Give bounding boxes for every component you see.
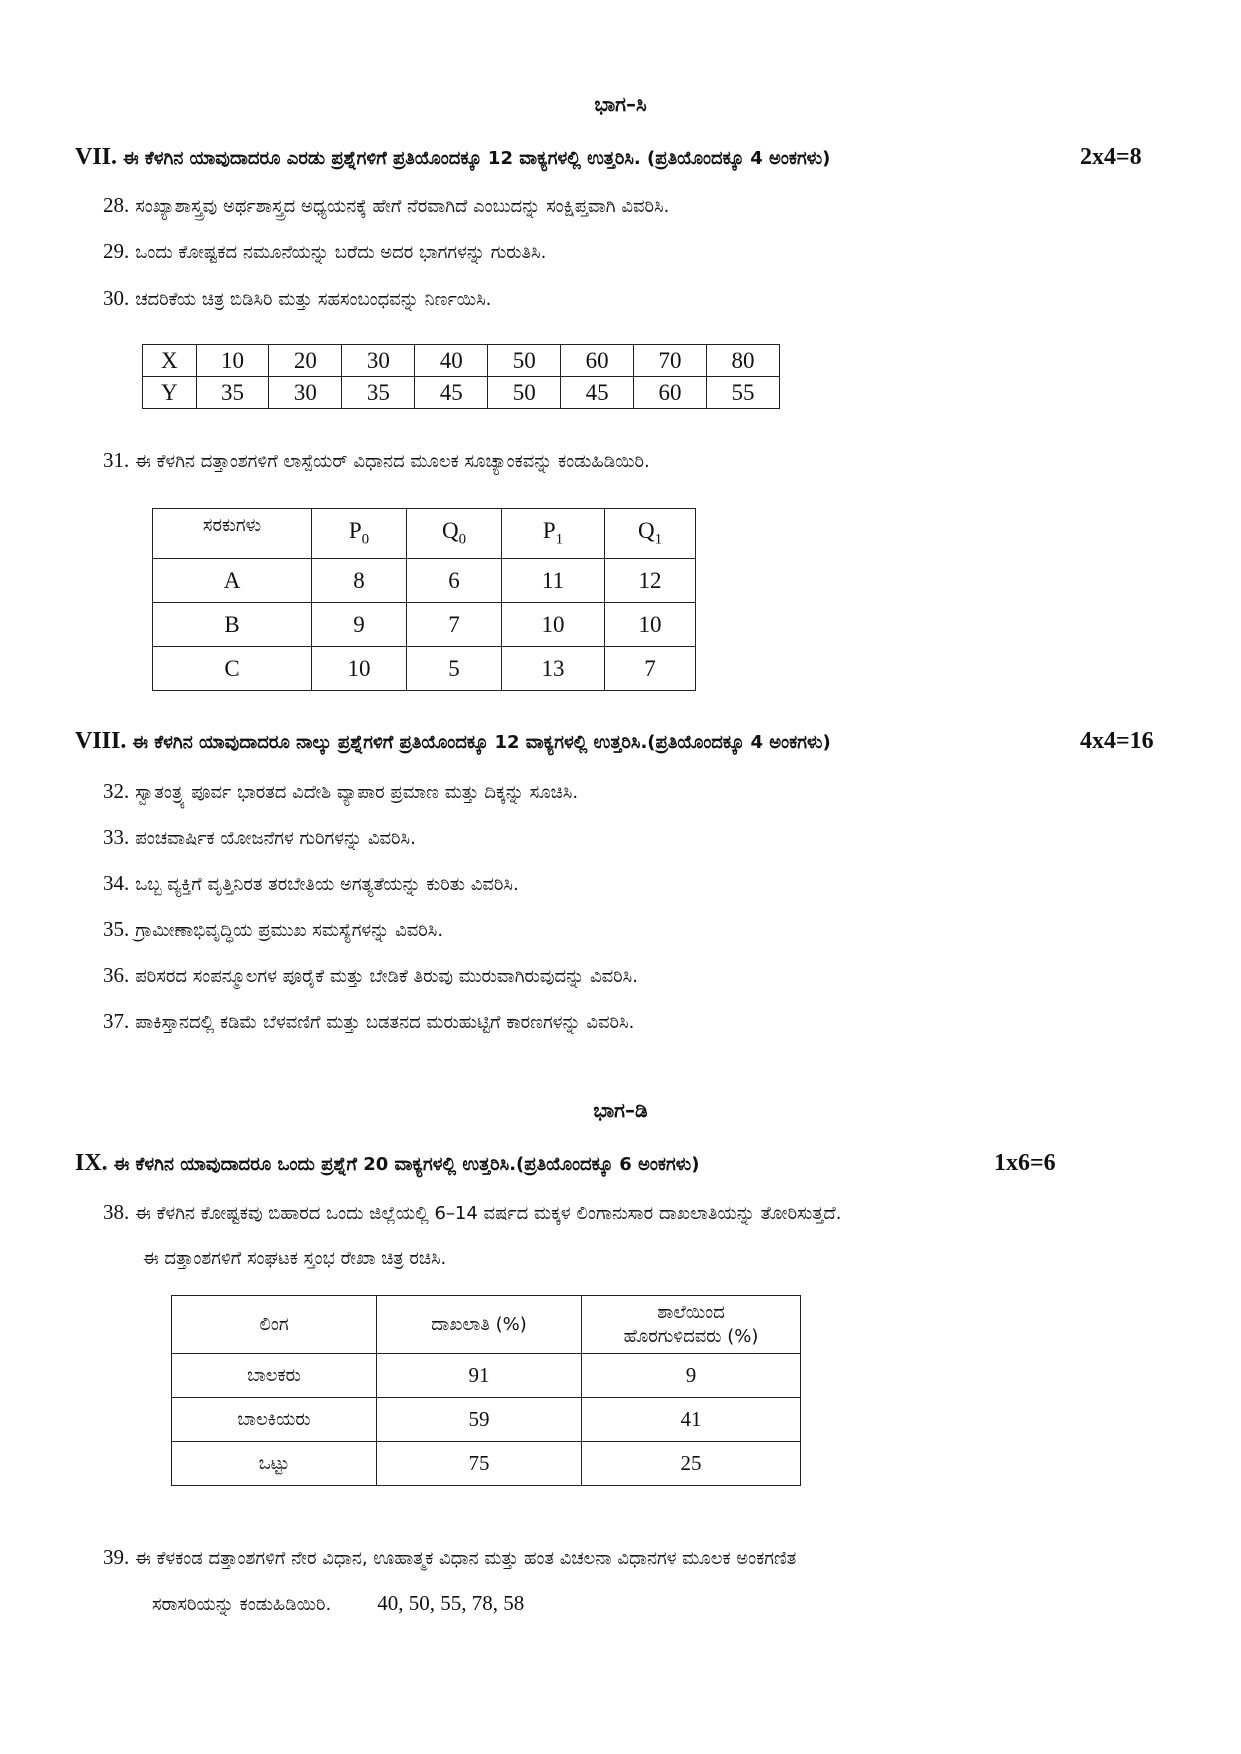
table-cell: 30 (269, 377, 342, 409)
section-number: IX. (75, 1150, 108, 1176)
question-number: 33. (103, 825, 130, 849)
table-header-row (153, 509, 696, 559)
marks-value: 4x4=16 (1080, 728, 1154, 754)
index-number-table (152, 508, 696, 691)
table-row (153, 647, 696, 691)
question-text: ಚದರಿಕೆಯ ಚಿತ್ರ ಬಿಡಿಸಿರಿ ಮತ್ತು ಸಹಸಂಬಂಧವನ್ನು ನಿರ್ಣಯಿಸಿ. (135, 289, 492, 310)
section-text: ಈ ಕೆಳಗಿನ ಯಾವುದಾದರೂ ಒಂದು ಪ್ರಶ್ನೆಗೆ 20 ವಾಕ್ಯಗಳಲ್ಲಿ ಉತ್ತರಿಸಿ.(ಪ್ರತಿಯೊಂದಕ್ಕೂ 6 ಅಂಕಗಳು) (113, 1154, 700, 1175)
question-text: ಒಂದು ಕೋಷ್ಟಕದ ನಮೂನೆಯನ್ನು ಬರೆದು ಅದರ ಭಾಗಗಳನ್ನು ಗುರುತಿಸಿ. (135, 242, 547, 263)
data-values: 40, 50, 55, 78, 58 (377, 1591, 525, 1615)
table-header-cell: ದಾಖಲಾತಿ (%) (377, 1296, 582, 1354)
table-cell: ಒಟ್ಟು (172, 1442, 377, 1486)
question-38 (103, 1200, 842, 1225)
question-text: ಸಂಖ್ಯಾಶಾಸ್ತ್ರವು ಅರ್ಥಶಾಸ್ತ್ರದ ಅಧ್ಯಯನಕ್ಕೆ ಹೇಗೆ ನೆರವಾಗಿದೆ ಎಂಬುದನ್ನು ಸಂಕ್ಷಿಪ್ತವಾಗಿ ವಿವರಿಸಿ. (135, 196, 670, 217)
question-number: 30. (103, 286, 130, 310)
table-cell: 60 (634, 377, 707, 409)
section-vii-instruction (75, 144, 830, 171)
question-number: 38. (103, 1200, 130, 1224)
question-number: 34. (103, 871, 130, 895)
table-cell: 7 (605, 647, 696, 691)
question-text: ಪರಿಸರದ ಸಂಪನ್ಮೂಲಗಳ ಪೂರೈಕೆ ಮತ್ತು ಬೇಡಿಕೆ ತಿರುವು ಮುರುವಾಗಿರುವುದನ್ನು ವಿವರಿಸಿ. (135, 966, 638, 987)
section-vii-marks (1080, 144, 1148, 171)
enrolment-table (171, 1295, 801, 1486)
question-31 (103, 448, 650, 473)
question-35 (103, 917, 443, 942)
marks-value: 1x6=6 (994, 1150, 1056, 1176)
table-cell: 45 (561, 377, 634, 409)
table-cell: 35 (196, 377, 269, 409)
question-number: 36. (103, 963, 130, 987)
table-row (153, 603, 696, 647)
table-cell: 70 (634, 345, 707, 377)
table-cell: 11 (502, 559, 605, 603)
question-37 (103, 1009, 634, 1034)
question-text: ಪಾಕಿಸ್ತಾನದಲ್ಲಿ ಕಡಿಮೆ ಬೆಳವಣಿಗೆ ಮತ್ತು ಬಡತನದ ಮರುಹುಟ್ಟಿಗೆ ಕಾರಣಗಳನ್ನು ವಿವರಿಸಿ. (135, 1012, 635, 1033)
table-header-cell: $P_0$ (312, 509, 407, 559)
section-ix-instruction (75, 1150, 699, 1177)
table-cell: 75 (377, 1442, 582, 1486)
question-number: 39. (103, 1545, 130, 1569)
table-cell: 12 (605, 559, 696, 603)
section-text: ಈ ಕೆಳಗಿನ ಯಾವುದಾದರೂ ನಾಲ್ಕು ಪ್ರಶ್ನೆಗಳಿಗೆ ಪ್ರತಿಯೊಂದಕ್ಕೂ 12 ವಾಕ್ಯಗಳಲ್ಲಿ ಉತ್ತರಿಸಿ.(ಪ್ರತಿಯೊಂದಕ್ಕೂ 4 ಅಂಕಗಳು) (132, 732, 831, 753)
question-number: 28. (103, 193, 130, 217)
question-30 (103, 286, 491, 311)
section-text: ಈ ಕೆಳಗಿನ ಯಾವುದಾದರೂ ಎರಡು ಪ್ರಶ್ನೆಗಳಿಗೆ ಪ್ರತಿಯೊಂದಕ್ಕೂ 12 ವಾಕ್ಯಗಳಲ್ಲಿ ಉತ್ತರಿಸಿ. (ಪ್ರತಿಯೊಂದಕ್ಕೂ 4 ಅಂಕಗಳು) (123, 148, 831, 169)
table-header-cell: $P_1$ (502, 509, 605, 559)
table-row (172, 1398, 801, 1442)
question-33 (103, 825, 416, 850)
table-cell: ಬಾಲಕರು (172, 1354, 377, 1398)
table-row (172, 1442, 801, 1486)
table-cell: 10 (312, 647, 407, 691)
question-39-continued (152, 1591, 524, 1616)
table-header-cell: ಶಾಲೆಯಿಂದ ಹೊರಗುಳಿದವರು (%) (582, 1296, 801, 1354)
question-number: 29. (103, 239, 130, 263)
section-number: VII. (75, 144, 118, 170)
section-number: VIII. (75, 728, 127, 754)
table-cell: 45 (415, 377, 488, 409)
table-cell: 35 (342, 377, 415, 409)
table-cell: 8 (312, 559, 407, 603)
section-viii-marks (1080, 728, 1160, 755)
table-cell: X (143, 345, 197, 377)
question-text: ಈ ಕೆಳಕಂಡ ದತ್ತಾಂಶಗಳಿಗೆ ನೇರ ವಿಧಾನ, ಊಹಾತ್ಮಕ ವಿಧಾನ ಮತ್ತು ಹಂತ ವಿಚಲನಾ ವಿಧಾನಗಳ ಮೂಲಕ ಅಂಕಗಣಿತ (135, 1548, 797, 1569)
marks-value: 2x4=8 (1080, 144, 1142, 170)
section-ix-marks (994, 1150, 1062, 1177)
table-cell: 30 (342, 345, 415, 377)
question-38-continued: ಈ ದತ್ತಾಂಶಗಳಿಗೆ ಸಂಘಟಕ ಸ್ತಂಭ ರೇಖಾ ಚಿತ್ರ ರಚಿಸಿ. (143, 1248, 447, 1269)
question-number: 37. (103, 1009, 130, 1033)
table-cell: 91 (377, 1354, 582, 1398)
table-cell: 9 (312, 603, 407, 647)
table-row-x (143, 345, 780, 377)
table-row (153, 559, 696, 603)
table-cell: A (153, 559, 312, 603)
question-text: ಗ್ರಾಮೀಣಾಭಿವೃದ್ಧಿಯ ಪ್ರಮುಖ ಸಮಸ್ಯೆಗಳನ್ನು ವಿವರಿಸಿ. (135, 920, 444, 941)
table-cell: 6 (407, 559, 502, 603)
question-text: ಈ ಕೆಳಗಿನ ದತ್ತಾಂಶಗಳಿಗೆ ಲಾಸ್ಪೆಯರ್ ವಿಧಾನದ ಮೂಲಕ ಸೂಚ್ಯಾಂಕವನ್ನು ಕಂಡುಹಿಡಿಯಿರಿ. (135, 451, 650, 472)
table-cell: 80 (707, 345, 780, 377)
question-32 (103, 779, 578, 804)
table-header-row (172, 1296, 801, 1354)
table-cell: 13 (502, 647, 605, 691)
table-cell: C (153, 647, 312, 691)
question-text: ಒಬ್ಬ ವ್ಯಕ್ತಿಗೆ ವೃತ್ತಿನಿರತ ತರಬೇತಿಯ ಅಗತ್ಯತೆಯನ್ನು ಕುರಿತು ವಿವರಿಸಿ. (135, 874, 519, 895)
table-cell: 40 (415, 345, 488, 377)
question-text: ಪಂಚವಾರ್ಷಿಕ ಯೋಜನೆಗಳ ಗುರಿಗಳನ್ನು ವಿವರಿಸಿ. (135, 828, 416, 849)
question-28 (103, 193, 669, 218)
question-36 (103, 963, 638, 988)
table-cell: ಬಾಲಕಿಯರು (172, 1398, 377, 1442)
question-34 (103, 871, 519, 896)
table-cell: 10 (196, 345, 269, 377)
table-cell: 20 (269, 345, 342, 377)
table-cell: 50 (488, 377, 561, 409)
table-cell: 55 (707, 377, 780, 409)
table-row-y (143, 377, 780, 409)
table-cell: 10 (605, 603, 696, 647)
scatter-data-table (142, 344, 780, 409)
table-cell: 59 (377, 1398, 582, 1442)
question-number: 35. (103, 917, 130, 941)
table-header-cell: ಸರಕುಗಳು (153, 509, 312, 559)
table-cell: B (153, 603, 312, 647)
table-header-cell: $Q_1$ (605, 509, 696, 559)
question-29 (103, 239, 546, 264)
question-text: ಸ್ವಾತಂತ್ರ್ಯ ಪೂರ್ವ ಭಾರತದ ವಿದೇಶಿ ವ್ಯಾಪಾರ ಪ್ರಮಾಣ ಮತ್ತು ದಿಕ್ಕನ್ನು ಸೂಚಿಸಿ. (135, 782, 579, 803)
table-header-cell: ಲಿಂಗ (172, 1296, 377, 1354)
table-header-cell: $Q_0$ (407, 509, 502, 559)
part-c-heading: ಭಾಗ–ಸಿ (594, 92, 647, 116)
table-row (172, 1354, 801, 1398)
table-cell: 5 (407, 647, 502, 691)
section-viii-instruction (75, 728, 831, 755)
question-text: ಸರಾಸರಿಯನ್ನು ಕಂಡುಹಿಡಿಯಿರಿ. (152, 1594, 332, 1615)
table-cell: 60 (561, 345, 634, 377)
table-cell: 10 (502, 603, 605, 647)
question-number: 32. (103, 779, 130, 803)
question-number: 31. (103, 448, 130, 472)
table-cell: 41 (582, 1398, 801, 1442)
table-cell: 50 (488, 345, 561, 377)
question-text: ಈ ಕೆಳಗಿನ ಕೋಷ್ಟಕವು ಬಿಹಾರದ ಒಂದು ಜಿಲ್ಲೆಯಲ್ಲಿ 6–14 ವರ್ಷದ ಮಕ್ಕಳ ಲಿಂಗಾನುಸಾರ ದಾಖಲಾತಿಯನ್ನು ತೋರಿಸುತ್ತದೆ. (135, 1203, 842, 1224)
table-cell: 7 (407, 603, 502, 647)
table-cell: 9 (582, 1354, 801, 1398)
table-cell: Y (143, 377, 197, 409)
question-39 (103, 1545, 796, 1570)
table-cell: 25 (582, 1442, 801, 1486)
part-d-heading: ಭಾಗ–ಡಿ (593, 1098, 648, 1122)
